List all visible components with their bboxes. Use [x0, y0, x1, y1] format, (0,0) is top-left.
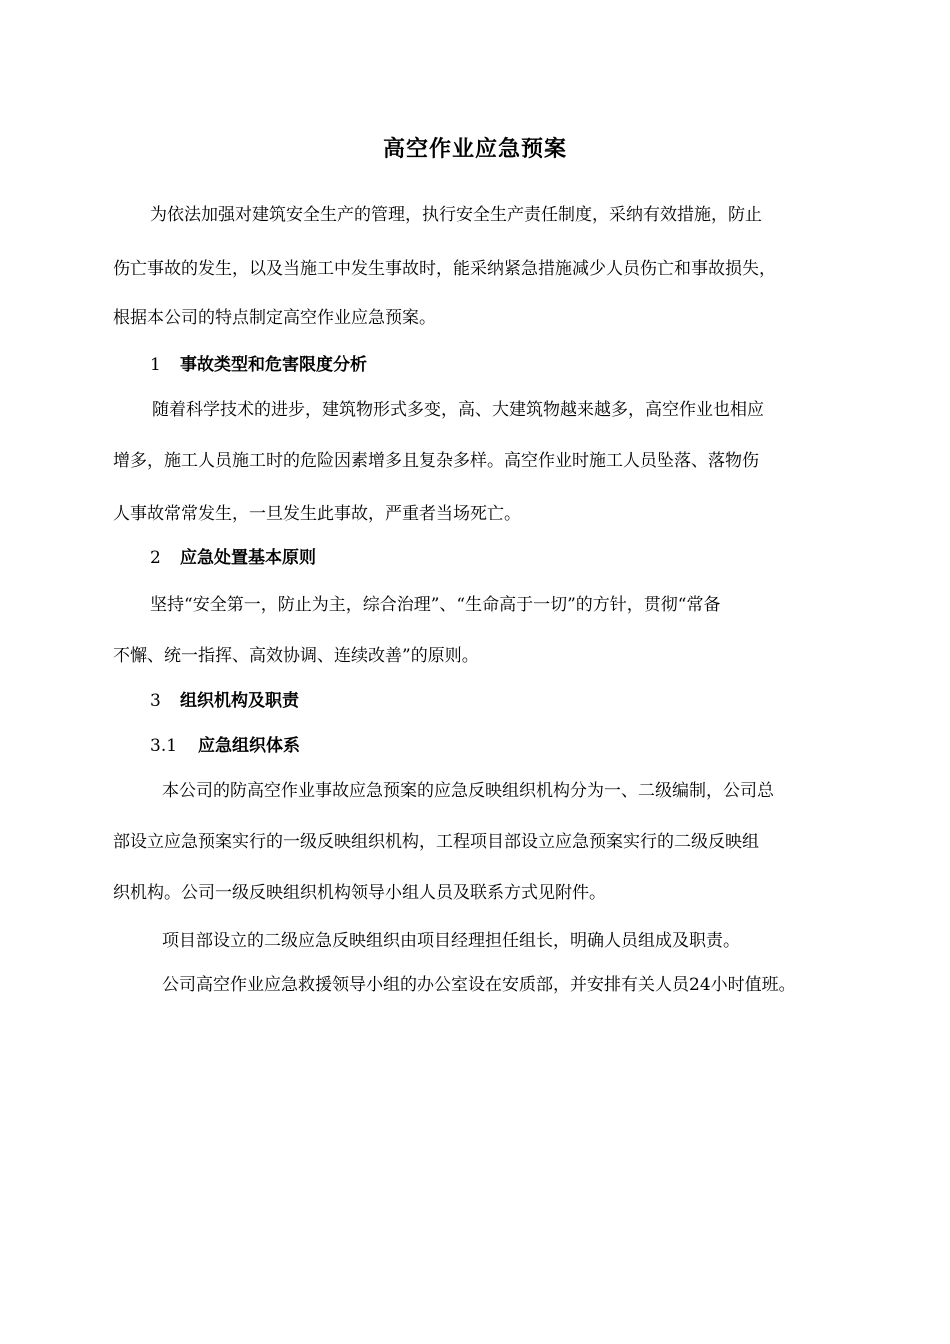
section-3-title: 组织机构及职责 [180, 691, 299, 711]
section-2-heading [150, 546, 316, 570]
section-1-line-1: 随着科学技术的进步，建筑物形式多变，高、大建筑物越来越多，高空作业也相应 [152, 400, 764, 420]
document-title: 高空作业应急预案 [382, 137, 567, 162]
section-3-1-line-4: 项目部设立的二级应急反映组织由项目经理担任组长，明确人员组成及职责。 [162, 931, 740, 951]
section-1-line-2: 增多，施工人员施工时的危险因素增多且复杂多样。高空作业时施工人员坠落、落物伤 [113, 451, 759, 471]
section-1-number: 1 [150, 355, 161, 375]
section-2-line-2: 不懈、统一指挥、高效协调、连续改善”的原则。 [113, 646, 479, 666]
section-1-title: 事故类型和危害限度分析 [180, 355, 367, 375]
section-3-1-line-5: 公司高空作业应急救援领导小组的办公室设在安质部，并安排有关人员24小时值班。 [162, 975, 796, 995]
intro-line-1: 为依法加强对建筑安全生产的管理，执行安全生产责任制度，采纳有效措施，防止 [150, 205, 762, 225]
section-1-line-3: 人事故常常发生，一旦发生此事故，严重者当场死亡。 [113, 504, 521, 524]
section-1-heading [150, 353, 367, 377]
section-3-1-title: 应急组织体系 [198, 736, 300, 756]
section-3-1-line-3: 织机构。公司一级反映组织机构领导小组人员及联系方式见附件。 [113, 883, 606, 903]
section-3-heading [150, 689, 299, 713]
section-2-number: 2 [150, 548, 161, 568]
section-3-1-heading [150, 734, 300, 758]
section-3-1-number: 3.1 [150, 736, 178, 756]
section-3-number: 3 [150, 691, 161, 711]
section-3-1-line-2: 部设立应急预案实行的一级反映组织机构，工程项目部设立应急预案实行的二级反映组 [113, 832, 759, 852]
intro-line-2: 伤亡事故的发生，以及当施工中发生事故时，能采纳紧急措施减少人员伤亡和事故损失， [113, 259, 776, 279]
section-2-line-1: 坚持“安全第一，防止为主，综合治理”、“生命高于一切”的方针，贯彻“常备 [150, 595, 721, 615]
intro-line-3: 根据本公司的特点制定高空作业应急预案。 [113, 308, 436, 328]
section-3-1-line-1: 本公司的防高空作业事故应急预案的应急反映组织机构分为一、二级编制，公司总 [162, 781, 774, 801]
section-2-title: 应急处置基本原则 [180, 548, 316, 568]
